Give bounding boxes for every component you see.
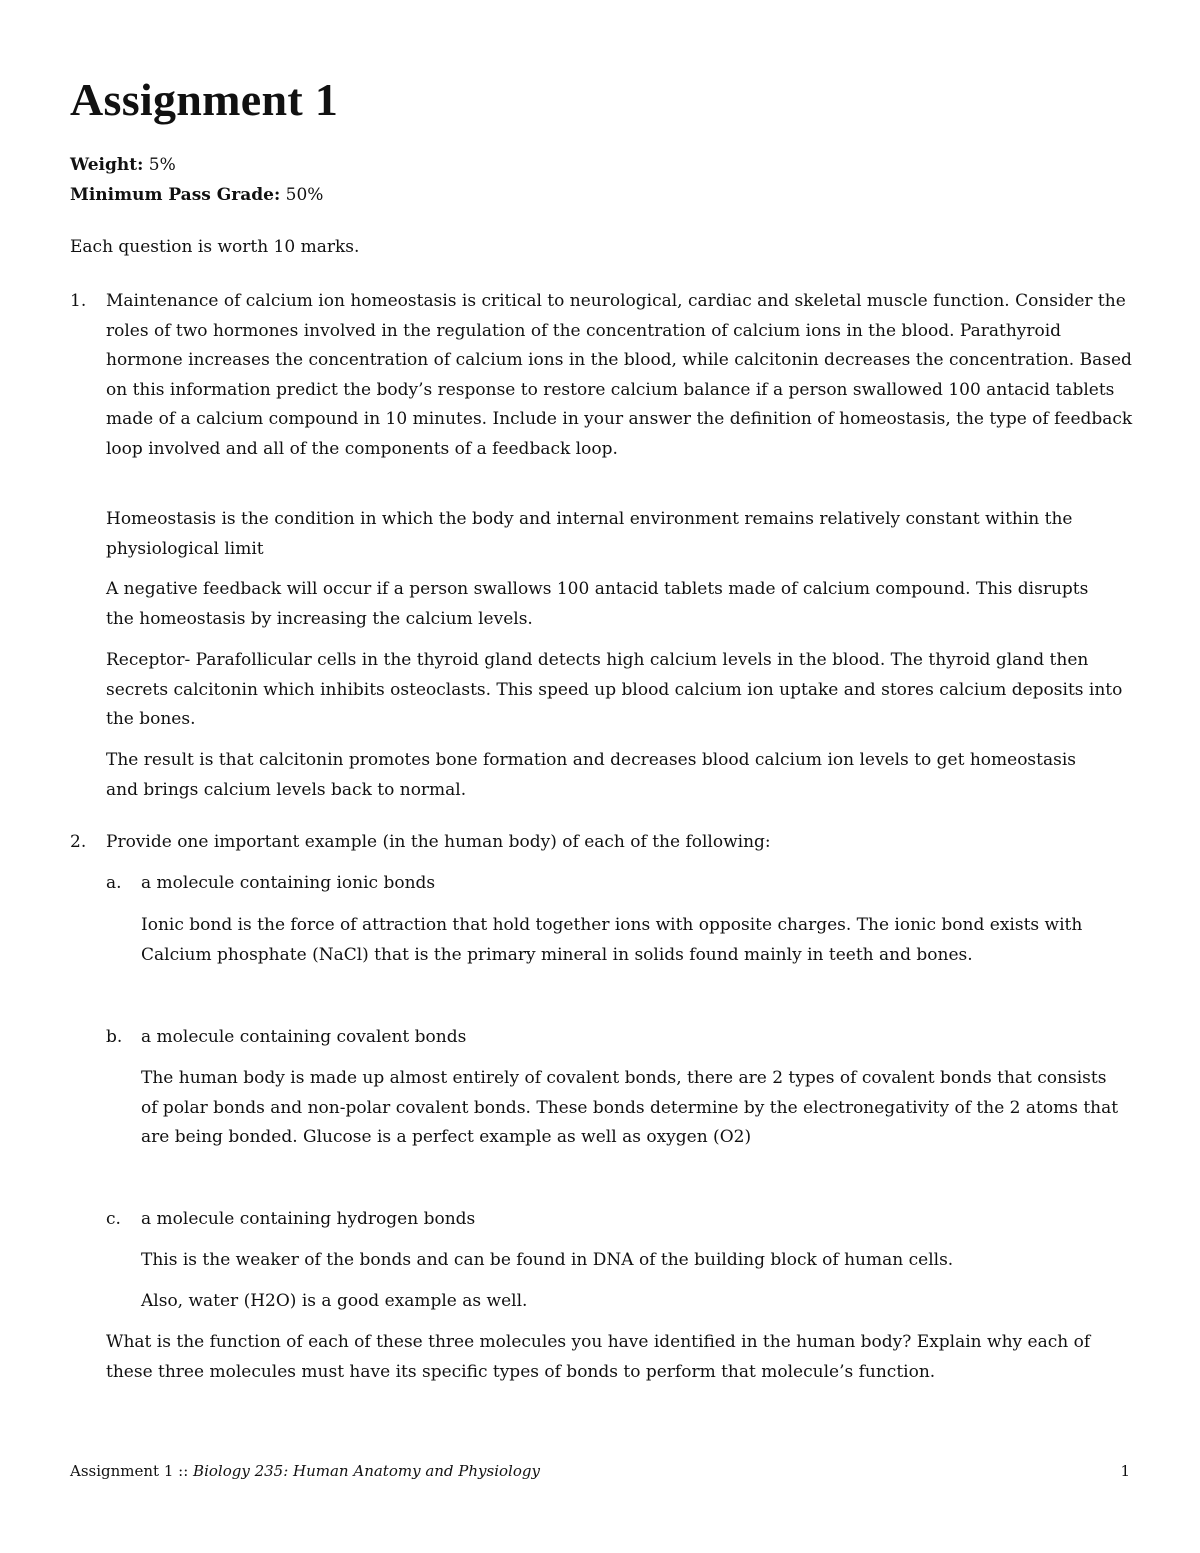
q1-answer-2: A negative feedback will occur if a person swallows 100 antacid tablets made of calcium compound. This disrupts the homeostasis by increasing the calcium levels.	[106, 579, 1089, 629]
q2a-letter: a.	[106, 873, 122, 893]
min-pass-value: 50%	[285, 185, 324, 205]
page-footer	[70, 1458, 1130, 1484]
q2-followup: What is the function of each of these three molecules you have identified in the human body? Explain why each of these three molecules must have its specific types of bonds to perform that molecule’s function.	[106, 1332, 1091, 1382]
min-pass-line	[70, 180, 323, 210]
q2a-label: a molecule containing ionic bonds	[141, 873, 436, 893]
q2c-answer-1: This is the weaker of the bonds and can be found in DNA of the building block of human cells.	[141, 1250, 954, 1270]
q2a-answer: Ionic bond is the force of attraction that hold together ions with opposite charges. The ionic bond exists with Calcium phosphate (NaCl) that is the primary mineral in solids found mainly in teeth and bones.	[141, 915, 1083, 965]
page-number: 1	[1120, 1462, 1130, 1480]
intro-text: Each question is worth 10 marks.	[70, 237, 360, 257]
q2b-letter: b.	[106, 1027, 123, 1047]
q2c-letter: c.	[106, 1209, 121, 1229]
q1-number: 1.	[70, 291, 87, 311]
footer-prefix: Assignment 1 ::	[70, 1462, 194, 1480]
q2-number: 2.	[70, 832, 87, 852]
page-title: Assignment 1	[70, 74, 339, 125]
q2-prompt: Provide one important example (in the human body) of each of the following:	[106, 832, 771, 852]
q2b-answer: The human body is made up almost entirely of covalent bonds, there are 2 types of covalent bonds that consists of polar bonds and non-polar covalent bonds. These bonds determine by the electronegativity of the 2 atoms that are being bonded. Glucose is a perfect example as well as oxygen (O2)	[141, 1068, 1119, 1147]
q1-prompt: Maintenance of calcium ion homeostasis is critical to neurological, cardiac and skeletal muscle function. Consider the roles of two hormones involved in the regulation of the concentration of calcium ions in the blood. Parathyroid hormone increases the concentration of calcium ions in the blood, while calcitonin decreases the concentration. Based on this information predict the body’s response to restore calcium balance if a person swallowed 100 antacid tablets made of a calcium compound in 10 minutes. Include in your answer the definition of homeostasis, the type of feedback loop involved and all of the components of a feedback loop.	[106, 291, 1133, 459]
q2c-answer-2: Also, water (H2O) is a good example as well.	[141, 1291, 528, 1311]
weight-value: 5%	[148, 155, 176, 175]
q1-answer-4: The result is that calcitonin promotes bone formation and decreases blood calcium ion levels to get homeostasis and brings calcium levels back to normal.	[106, 750, 1077, 800]
q2c-label: a molecule containing hydrogen bonds	[141, 1209, 476, 1229]
q1-answer-1: Homeostasis is the condition in which the body and internal environment remains relatively constant within the physiological limit	[106, 509, 1073, 559]
weight-label: Weight:	[70, 155, 144, 175]
q2b-label: a molecule containing covalent bonds	[141, 1027, 467, 1047]
min-pass-label: Minimum Pass Grade:	[70, 185, 281, 205]
footer-course: Biology 235: Human Anatomy and Physiology	[193, 1462, 540, 1480]
q1-answer-3: Receptor- Parafollicular cells in the thyroid gland detects high calcium levels in the blood. The thyroid gland then secrets calcitonin which inhibits osteoclasts. This speed up blood calcium ion uptake and stores calcium deposits into the bones.	[106, 650, 1123, 729]
weight-line	[70, 150, 323, 180]
assignment-meta	[70, 150, 323, 210]
